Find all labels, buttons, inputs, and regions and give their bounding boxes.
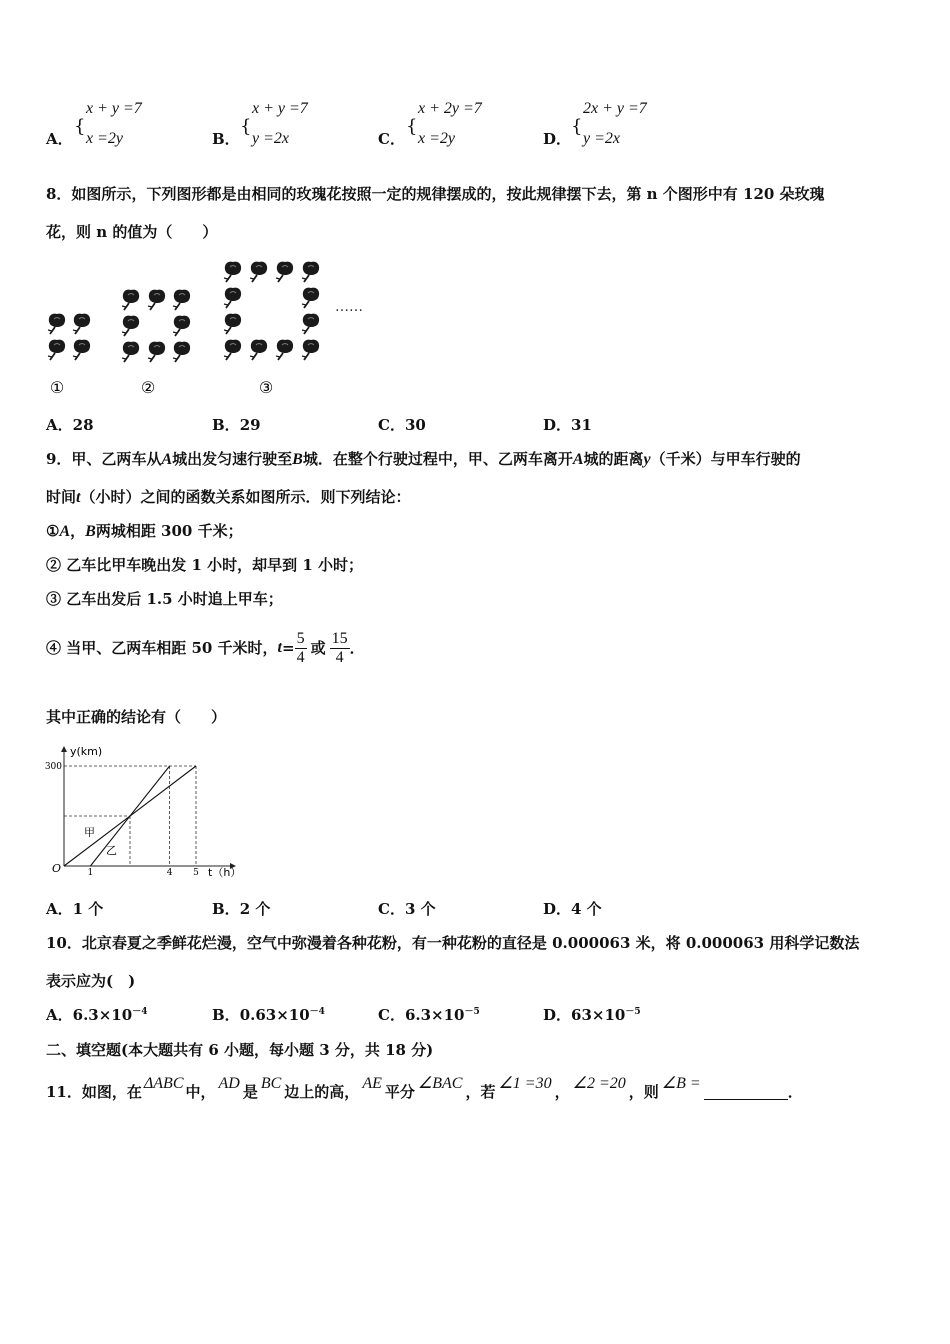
q10-text-line1: 10．北京春夏之季鲜花烂漫，空气中弥漫着各种花粉，有一种花粉的直径是 0.000063 米，将 0.000063 用科学记数法 <box>46 934 860 952</box>
q9-text-part: 或 <box>310 638 326 657</box>
pattern-ellipsis: …… <box>335 299 363 315</box>
q10-option-c-exp: －5 <box>464 1007 480 1017</box>
q10-option-a-label: A． <box>46 1006 73 1024</box>
segment-bc: BC <box>260 1075 282 1092</box>
rose-figure-1 <box>48 314 90 360</box>
city-b: B <box>292 451 303 468</box>
q9-option-b-label: B． <box>212 900 240 918</box>
q10-option-c-base: 6.3×10 <box>404 1006 465 1024</box>
fraction-denominator: 4 <box>296 648 305 666</box>
q11-text-part: 是 <box>242 1083 258 1101</box>
q9-text-part: 城的距离 <box>583 450 644 468</box>
y-tick-label: 300 <box>44 762 62 772</box>
q7-option-b-eq2: y =2x <box>252 130 289 147</box>
q8-option-c-value: 30 <box>404 416 426 434</box>
q8-option-c-label: C． <box>378 416 405 434</box>
q8-text-line1: 8．如图所示，下列图形都是由相同的玫瑰花按照一定的规律摆成的，按此规律摆下去，第 n 个图形中有 120 朵玫瑰 <box>46 185 825 203</box>
angle-2: ∠2 =20 <box>572 1075 626 1092</box>
var-t: t <box>76 489 81 506</box>
left-brace: { <box>406 116 418 137</box>
q9-statement-2: ② 乙车比甲车晚出发 1 小时，却早到 1 小时； <box>46 556 363 574</box>
q10-option-a-base: 6.3×10 <box>72 1006 133 1024</box>
q7-option-d-eq1: 2x + y =7 <box>583 100 647 117</box>
q11-text-part: 平分 <box>384 1083 415 1101</box>
city-a: A <box>59 523 71 540</box>
q10-text-line2: 表示应为( ) <box>46 972 136 990</box>
q9-text-line2 <box>46 490 410 506</box>
figure-label-2: ② <box>140 378 156 397</box>
figure-label-1: ① <box>49 378 65 397</box>
q9-text-line1 <box>46 452 801 468</box>
angle-bac: ∠BAC <box>417 1075 463 1092</box>
segment-ad: AD <box>218 1075 240 1092</box>
q8-option-d-label: D． <box>543 416 572 434</box>
q7-option-a-label: A． <box>46 130 73 148</box>
q9-option-d-label: D． <box>543 900 572 918</box>
q10-option-d-exp: －5 <box>625 1007 641 1017</box>
tick-labels <box>45 762 199 878</box>
q9-statement-3: ③ 乙车出发后 1.5 小时追上甲车； <box>46 590 283 608</box>
q10-option-d[interactable] <box>543 1008 641 1023</box>
series-label-jia: 甲 <box>84 826 95 839</box>
answer-blank[interactable] <box>704 1085 788 1100</box>
q8-option-c[interactable] <box>378 418 426 433</box>
q9-text-part: （小时）之间的函数关系如图所示．则下列结论： <box>80 488 411 506</box>
q10-option-c-label: C． <box>378 1006 405 1024</box>
q9-text-part: = <box>282 638 295 657</box>
angle-b: ∠B = <box>661 1075 701 1092</box>
fraction-denominator: 4 <box>335 648 344 666</box>
q9-option-c-value: 3 个 <box>404 900 436 918</box>
city-a: A <box>161 451 173 468</box>
q7-option-b-label: B． <box>212 130 240 148</box>
q11-text-part: ，则 <box>628 1083 659 1101</box>
q9-text-part: ， <box>70 522 86 540</box>
q9-option-c[interactable] <box>378 902 436 917</box>
distance-time-chart <box>40 742 250 882</box>
q9-text-part: ． <box>349 638 365 657</box>
q9-text-part: 时间 <box>46 488 77 506</box>
q9-text-part: 城．在整个行驶过程中，甲、乙两车离开 <box>302 450 573 468</box>
figure-label-3: ③ <box>258 378 274 397</box>
q9-text-part: 9．甲、乙两车从 <box>46 450 162 468</box>
segment-ae: AE <box>362 1075 382 1092</box>
q8-option-d-value: 31 <box>571 416 592 434</box>
q7-option-a-eq1: x + y =7 <box>86 100 142 117</box>
left-brace: { <box>74 116 86 137</box>
x-tick-label: 4 <box>166 868 173 878</box>
q11-text-part: 中， <box>185 1083 216 1101</box>
q10-option-b-exp: －4 <box>309 1007 325 1017</box>
q9-option-a-label: A． <box>46 900 73 918</box>
q10-option-a[interactable] <box>46 1008 147 1023</box>
q11-text-part: ． <box>787 1083 803 1101</box>
y-axis-label: y(km) <box>70 745 103 758</box>
q10-option-d-label: D． <box>543 1006 572 1024</box>
q9-option-d-value: 4 个 <box>571 900 602 918</box>
q9-text-part: ① <box>46 522 60 540</box>
var-t: t <box>277 639 282 656</box>
q9-option-d[interactable] <box>543 902 602 917</box>
q10-option-a-exp: －4 <box>132 1007 148 1017</box>
fraction-numerator: 5 <box>296 629 305 647</box>
q7-option-c-label: C． <box>378 130 405 148</box>
q9-text-part: 两城相距 300 千米； <box>95 522 243 540</box>
q9-option-b[interactable] <box>212 902 270 917</box>
q10-option-b-label: B． <box>212 1006 240 1024</box>
q11-text <box>46 1072 803 1100</box>
q8-option-a[interactable] <box>46 418 94 433</box>
q8-text-line2: 花，则 n 的值为（ ） <box>46 223 218 241</box>
x-axis-label: t（h） <box>208 866 242 879</box>
q10-option-b[interactable] <box>212 1008 325 1023</box>
q9-text-part: （千米）与甲车行驶的 <box>650 450 801 468</box>
q8-option-a-label: A． <box>46 416 73 434</box>
q8-option-b[interactable] <box>212 418 261 433</box>
q9-option-b-value: 2 个 <box>239 900 271 918</box>
q7-option-c-eq2: x =2y <box>418 130 455 147</box>
fraction-numerator: 15 <box>331 629 348 647</box>
city-b: B <box>85 523 96 540</box>
rose-figure-2 <box>122 290 190 362</box>
q11-text-part: 11．如图，在 <box>46 1083 142 1101</box>
origin-label: O <box>52 862 62 875</box>
q9-text-part: 城出发匀速行驶至 <box>172 450 293 468</box>
q8-option-d[interactable] <box>543 418 592 433</box>
fraction-15-4 <box>330 630 350 667</box>
q10-option-b-base: 0.63×10 <box>239 1006 310 1024</box>
q10-option-d-base: 63×10 <box>571 1006 626 1024</box>
rose-pattern-figure <box>40 255 400 400</box>
q9-text-part: ④ 当甲、乙两车相距 50 千米时， <box>46 638 278 657</box>
city-a: A <box>572 451 584 468</box>
q11-text-part: ， <box>554 1083 570 1101</box>
q9-option-a[interactable] <box>46 902 103 917</box>
var-y: y <box>643 451 651 468</box>
q11-text-part: ，若 <box>465 1083 496 1101</box>
y-axis-arrow <box>61 746 67 752</box>
x-tick-label: 5 <box>193 868 199 878</box>
section-2-title: 二、填空题(本大题共有 6 小题，每小题 3 分，共 18 分) <box>46 1041 434 1059</box>
q9-statement-4 <box>46 628 365 668</box>
q11-text-part: 边上的高， <box>284 1083 360 1101</box>
q10-option-c[interactable] <box>378 1008 480 1023</box>
q8-option-a-value: 28 <box>72 416 94 434</box>
fraction-5-4 <box>295 630 307 667</box>
angle-1: ∠1 =30 <box>498 1075 552 1092</box>
q7-option-c-eq1: x + 2y =7 <box>418 100 482 117</box>
q8-option-b-value: 29 <box>239 416 261 434</box>
q9-statement-1 <box>46 524 243 540</box>
q7-option-a-eq2: x =2y <box>86 130 123 147</box>
left-brace: { <box>571 116 583 137</box>
q9-option-c-label: C． <box>378 900 405 918</box>
triangle-abc: ΔABC <box>143 1075 184 1092</box>
q9-question: 其中正确的结论有（ ） <box>46 708 227 726</box>
left-brace: { <box>240 116 252 137</box>
q7-option-d-label: D． <box>543 130 572 148</box>
q7-option-d-eq2: y =2x <box>583 130 620 147</box>
series-label-yi: 乙 <box>106 844 117 857</box>
rose-figure-3 <box>224 262 319 360</box>
q7-option-b-eq1: x + y =7 <box>252 100 308 117</box>
x-tick-label: 1 <box>87 868 94 878</box>
q9-option-a-value: 1 个 <box>72 900 104 918</box>
q8-option-b-label: B． <box>212 416 240 434</box>
